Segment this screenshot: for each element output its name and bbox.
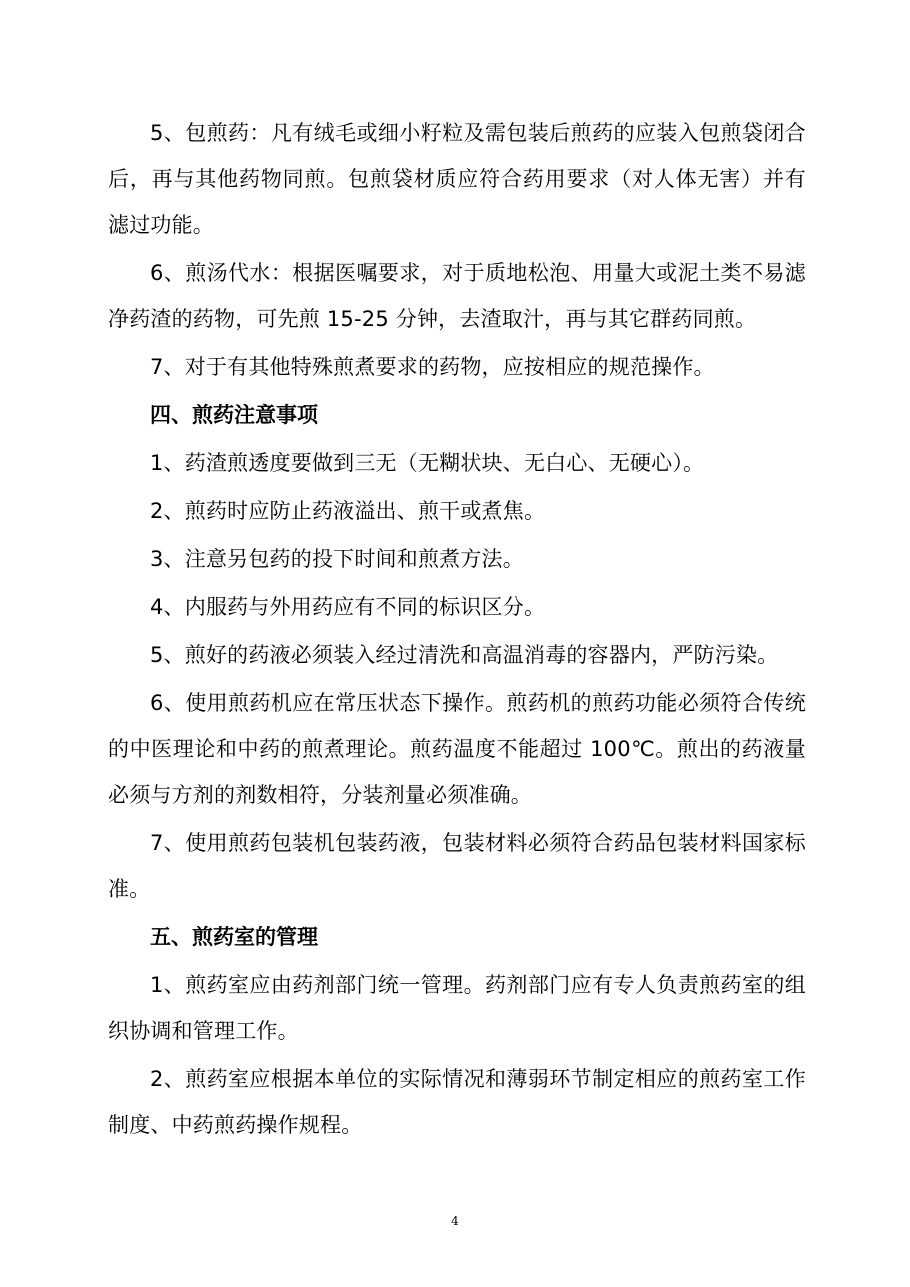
page-number: 4 xyxy=(451,1214,459,1228)
paragraph-decoction-water: 6、煎汤代水：根据医嘱要求，对于质地松泡、用量大或泥土类不易滤净药渣的药物，可先煎 15-25 分钟，去渣取汁，再与其它群药同煎。 xyxy=(108,261,806,331)
paragraph-special-requirements: 7、对于有其他特殊煎煮要求的药物，应按相应的规范操作。 xyxy=(150,355,715,379)
list-item: 3、注意另包药的投下时间和煎煮方法。 xyxy=(150,547,524,571)
list-item: 1、药渣煎透度要做到三无（无糊状块、无白心、无硬心）。 xyxy=(150,451,705,475)
section-heading-precautions: 四、煎药注意事项 xyxy=(150,403,318,427)
paragraph-bag-decoction: 5、包煎药：凡有绒毛或细小籽粒及需包装后煎药的应装入包煎袋闭合后，再与其他药物同煎。包煎袋材质应符合药用要求（对人体无害）并有滤过功能。 xyxy=(108,121,806,237)
list-item: 4、内服药与外用药应有不同的标识区分。 xyxy=(150,595,546,619)
list-item: 5、煎好的药液必须装入经过清洗和高温消毒的容器内，严防污染。 xyxy=(150,643,779,667)
list-item: 6、使用煎药机应在常压状态下操作。煎药机的煎药功能必须符合传统的中医理论和中药的煎煮理论。煎药温度不能超过 100℃。煎出的药液量必须与方剂的剂数相符，分装剂量必须准确。 xyxy=(108,691,806,807)
document-body xyxy=(108,110,806,1150)
list-item: 7、使用煎药包装机包装药液，包装材料必须符合药品包装材料国家标准。 xyxy=(108,831,806,901)
list-item: 2、煎药室应根据本单位的实际情况和薄弱环节制定相应的煎药室工作制度、中药煎药操作规程。 xyxy=(108,1067,806,1137)
list-item: 1、煎药室应由药剂部门统一管理。药剂部门应有专人负责煎药室的组织协调和管理工作。 xyxy=(108,973,806,1043)
section-heading-management: 五、煎药室的管理 xyxy=(150,925,318,949)
list-item: 2、煎药时应防止药液溢出、煎干或煮焦。 xyxy=(150,499,546,523)
